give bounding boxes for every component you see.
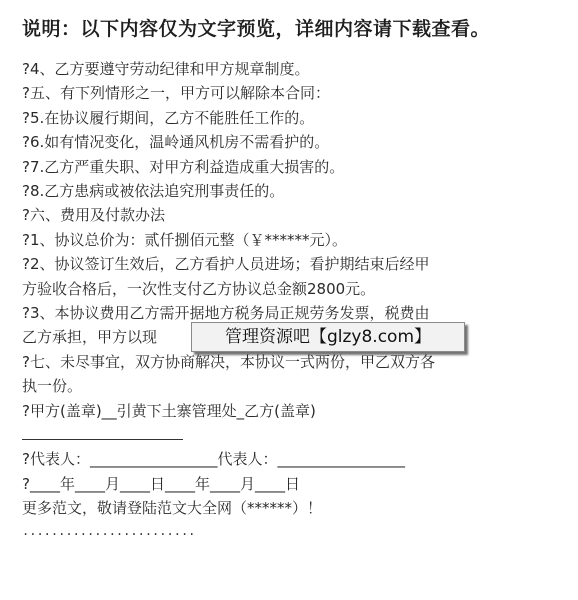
payment-clause-3: ?3、本协议费用乙方需开据地方税务局正规劳务发票，税费由 bbox=[22, 304, 430, 323]
clause-line-4: ?4、乙方要遵守劳动纪律和甲方规章制度。 bbox=[22, 60, 310, 78]
watermark-badge: 管理资源吧【glzy8.com】 bbox=[191, 322, 465, 352]
section-heading-misc: ?七、未尽事宜，双方协商解决，本协议一式两份，甲乙双方各 bbox=[22, 352, 435, 371]
party-seal-line: ?甲方(盖章)__引黄下土寨管理处_乙方(盖章) bbox=[22, 401, 316, 420]
dotted-separator: ........................ bbox=[22, 523, 196, 538]
preview-notice-header: 说明：以下内容仅为文字预览，详细内容请下载查看。 bbox=[22, 18, 491, 40]
clause-line-8: ?8.乙方患病或被依法追究刑事责任的。 bbox=[22, 182, 285, 201]
clause-line-7: ?7.乙方严重失职、对甲方利益造成重大损害的。 bbox=[22, 157, 345, 176]
document-body bbox=[22, 57, 562, 541]
date-line: ?____年____月____日____年____月____日 bbox=[22, 474, 300, 493]
section-heading-termination: ?五、有下列情形之一，甲方可以解除本合同： bbox=[22, 84, 330, 103]
payment-clause-2: ?2、协议签订生效后，乙方看护人员进场；看护期结束后经甲 bbox=[22, 255, 430, 274]
payment-clause-2-cont: 方验收合格后，一次性支付乙方协议总金额2800元。 bbox=[22, 279, 376, 298]
misc-clause-cont: 执一份。 bbox=[22, 377, 83, 396]
representative-line: ?代表人：_________________代表人：_________________ bbox=[22, 450, 405, 469]
signature-blank-rule bbox=[22, 423, 562, 447]
blank-underline bbox=[22, 439, 183, 440]
section-heading-payment: ?六、费用及付款办法 bbox=[22, 206, 165, 225]
clause-line-6: ?6.如有情况变化，温岭通风机房不需看护的。 bbox=[22, 133, 330, 152]
payment-clause-3-cont: 乙方承担，甲方以现 bbox=[22, 328, 158, 347]
payment-clause-1: ?1、协议总价为：贰仟捌佰元整（￥******元）。 bbox=[22, 230, 348, 249]
footer-text: 更多范文，敬请登陆范文大全网（******）！ bbox=[22, 499, 323, 518]
clause-line-5: ?5.在协议履行期间，乙方不能胜任工作的。 bbox=[22, 108, 315, 127]
